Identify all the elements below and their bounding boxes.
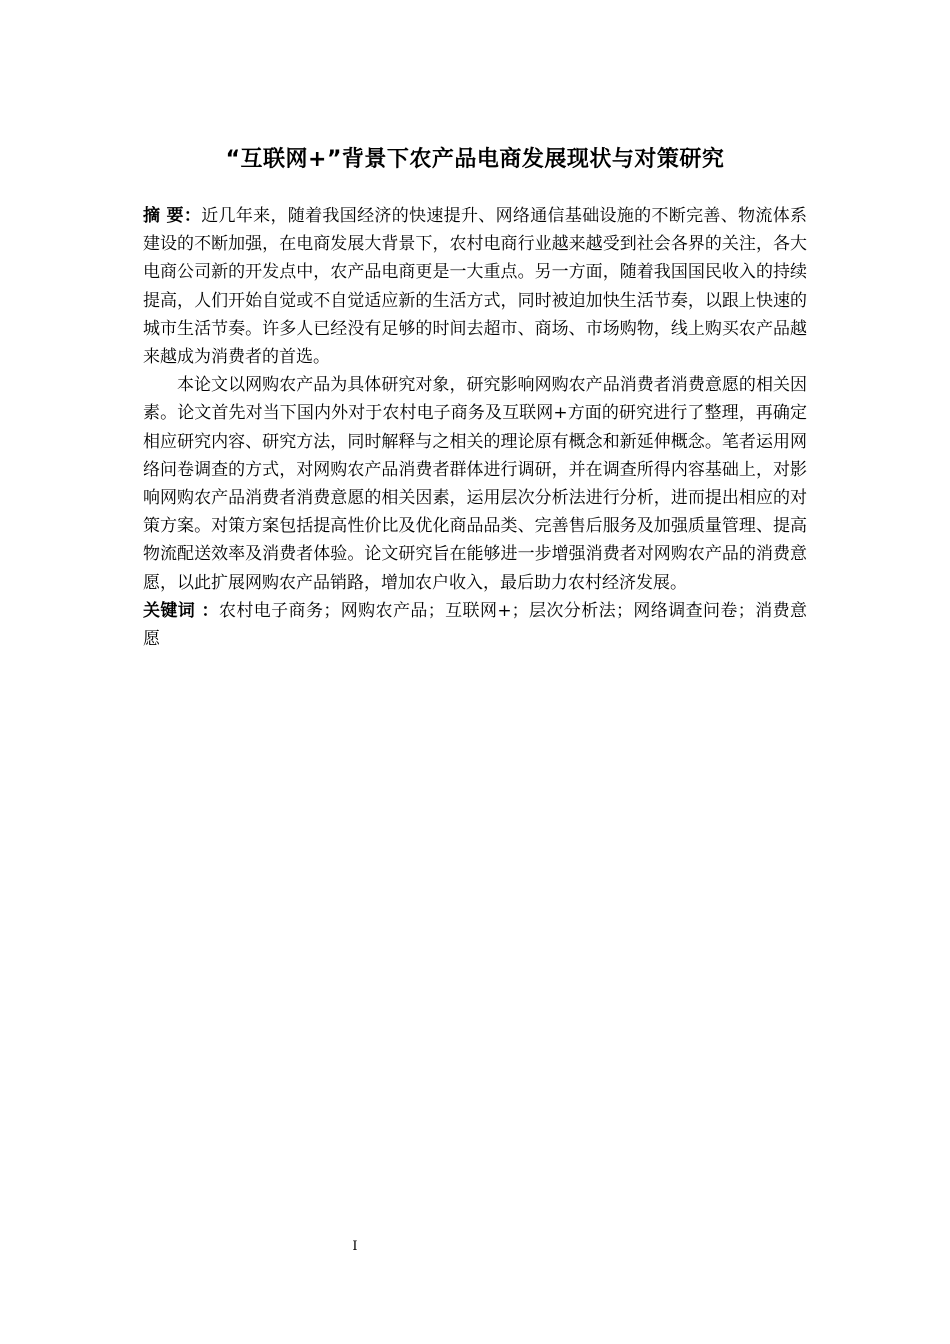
abstract-section <box>143 202 807 653</box>
abstract-paragraph-1 <box>143 202 807 371</box>
keywords-text: 农村电子商务；网购农产品；互联网+；层次分析法；网络调查问卷；消费意愿 <box>143 600 808 650</box>
keywords-line <box>143 597 807 653</box>
page-number: I <box>352 1239 358 1254</box>
abstract-text-1: 近几年来，随着我国经济的快速提升、网络通信基础设施的不断完善、物流体系建设的不断加强，在电商发展大背景下，农村电商行业越来越受到社会各界的关注，各大电商公司新的开发点中，农产品电商更是一大重点。另一方面，随着我国国民收入的持续提高，人们开始自觉或不自觉适应新的生活方式，同时被迫加快生活节奏，以跟上快速的城市生活节奏。许多人已经没有足够的时间去超市、商场、市场购物，线上购买农产品越来越成为消费者的首选。 <box>143 206 808 368</box>
abstract-paragraph-2: 本论文以网购农产品为具体研究对象，研究影响网购农产品消费者消费意愿的相关因素。论文首先对当下国内外对于农村电子商务及互联网+方面的研究进行了整理，再确定相应研究内容、研究方法，同时解释与之相关的理论原有概念和新延伸概念。笔者运用网络问卷调查的方式，对网购农产品消费者群体进行调研，并在调查所得内容基础上，对影响网购农产品消费者消费意愿的相关因素，运用层次分析法进行分析，进而提出相应的对策方案。对策方案包括提高性价比及优化商品品类、完善售后服务及加强质量管理、提高物流配送效率及消费者体验。论文研究旨在能够进一步增强消费者对网购农产品的消费意愿，以此扩展网购农产品销路，增加农户收入，最后助力农村经济发展。 <box>143 375 807 593</box>
abstract-label: 摘 要： <box>143 206 202 226</box>
keywords-label: 关键词 ： <box>143 600 219 621</box>
paper-title: “互联网+”背景下农产品电商发展现状与对策研究 <box>225 147 725 172</box>
